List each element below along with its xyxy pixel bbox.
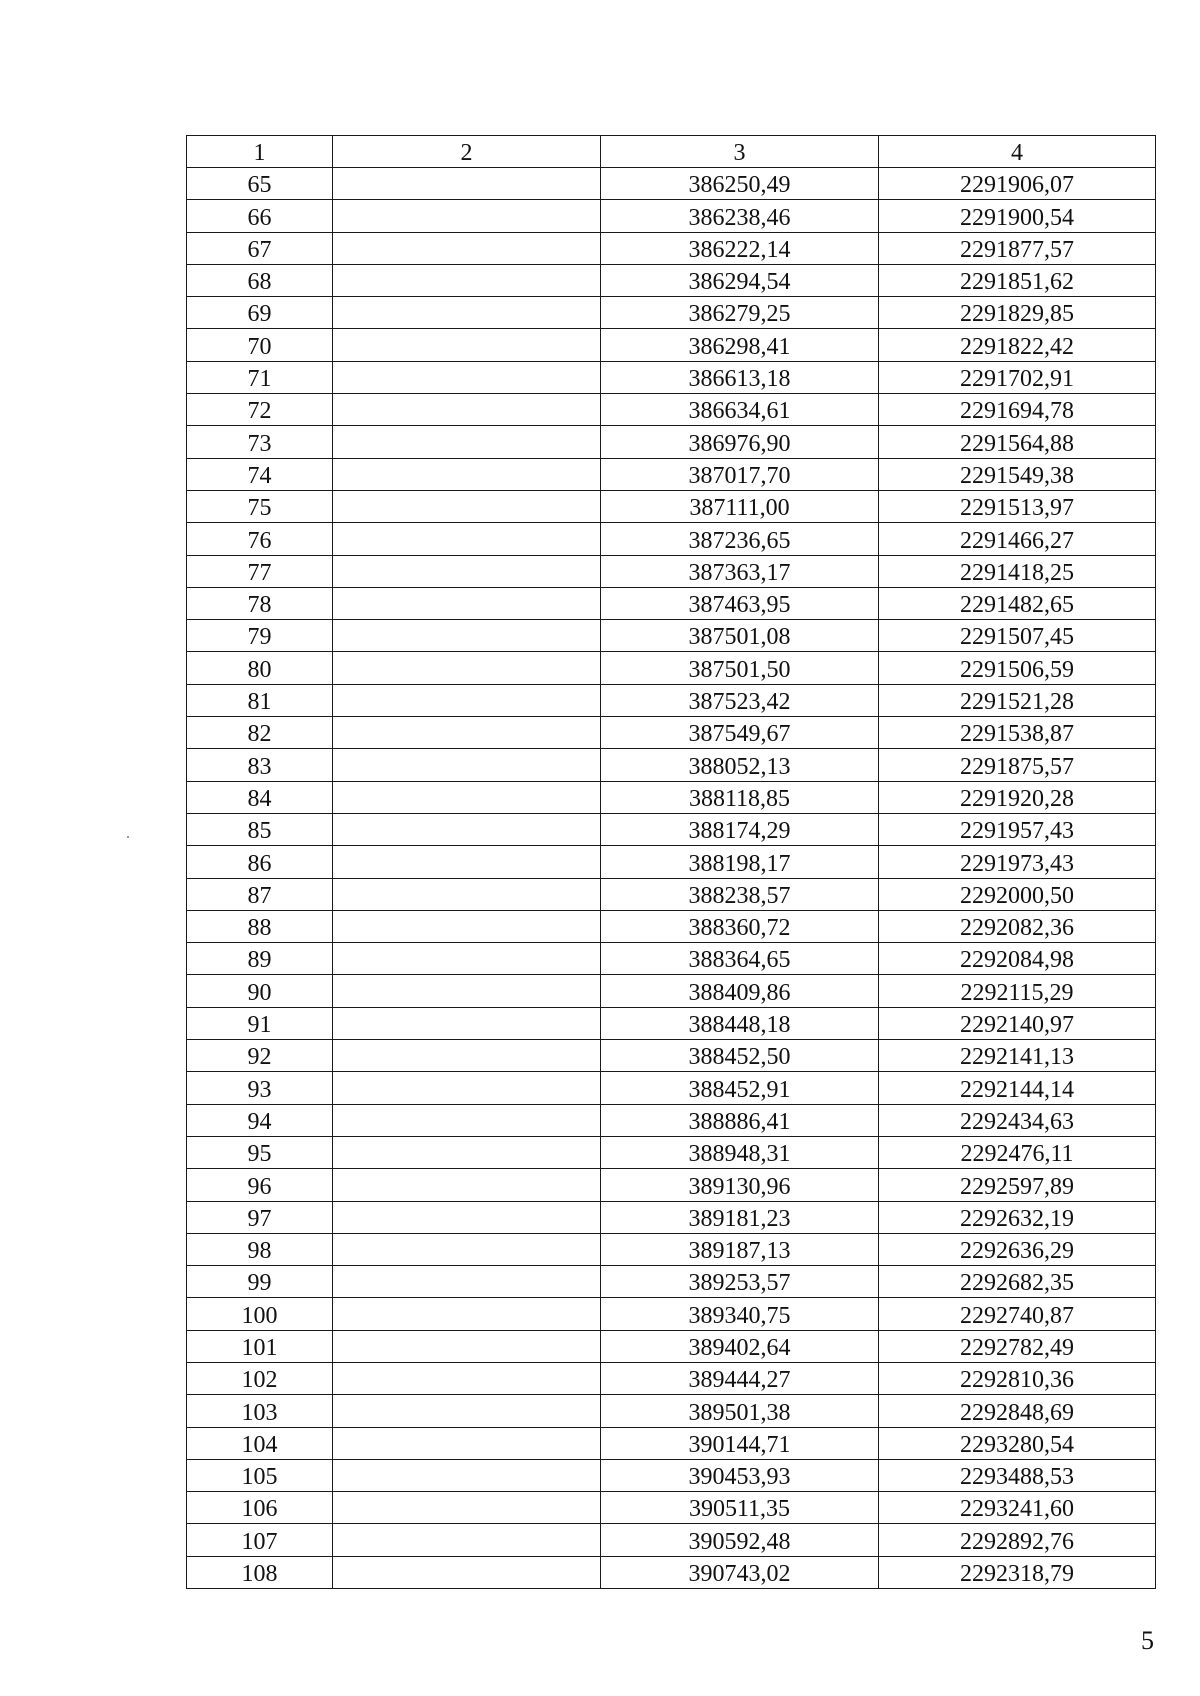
cell-x-coordinate: 387017,70 [601,458,879,490]
table-body [187,168,1156,1589]
cell-point-number: 83 [187,749,333,781]
cell-x-coordinate: 387549,67 [601,717,879,749]
cell-x-coordinate: 388452,91 [601,1072,879,1104]
cell-x-coordinate: 389187,13 [601,1233,879,1265]
cell-x-coordinate: 389130,96 [601,1169,879,1201]
cell-y-coordinate: 2291957,43 [879,813,1156,845]
cell-description [333,523,601,555]
cell-point-number: 100 [187,1298,333,1330]
header-row [187,136,1156,168]
cell-point-number: 77 [187,555,333,587]
cell-description [333,975,601,1007]
cell-point-number: 101 [187,1330,333,1362]
cell-point-number: 79 [187,620,333,652]
cell-point-number: 66 [187,200,333,232]
cell-description [333,1072,601,1104]
table-row [187,1169,1156,1201]
cell-point-number: 91 [187,1007,333,1039]
cell-x-coordinate: 387236,65 [601,523,879,555]
cell-x-coordinate: 388364,65 [601,943,879,975]
cell-x-coordinate: 386634,61 [601,394,879,426]
table-row [187,910,1156,942]
cell-point-number: 70 [187,329,333,361]
cell-x-coordinate: 388886,41 [601,1104,879,1136]
column-header-4: 4 [879,136,1156,168]
table-row [187,587,1156,619]
cell-y-coordinate: 2292682,35 [879,1266,1156,1298]
table-row [187,813,1156,845]
cell-x-coordinate: 387523,42 [601,684,879,716]
cell-x-coordinate: 389340,75 [601,1298,879,1330]
cell-y-coordinate: 2291507,45 [879,620,1156,652]
cell-point-number: 87 [187,878,333,910]
table-row [187,1266,1156,1298]
cell-description [333,1395,601,1427]
cell-description [333,717,601,749]
cell-description [333,910,601,942]
cell-point-number: 96 [187,1169,333,1201]
table-row [187,1136,1156,1168]
cell-point-number: 72 [187,394,333,426]
cell-y-coordinate: 2293488,53 [879,1459,1156,1491]
cell-description [333,1524,601,1556]
table-row [187,200,1156,232]
table-row [187,975,1156,1007]
table-row [187,490,1156,522]
cell-x-coordinate: 388118,85 [601,781,879,813]
cell-description [333,297,601,329]
cell-x-coordinate: 388948,31 [601,1136,879,1168]
cell-y-coordinate: 2291506,59 [879,652,1156,684]
cell-point-number: 67 [187,232,333,264]
cell-description [333,200,601,232]
cell-x-coordinate: 390453,93 [601,1459,879,1491]
cell-point-number: 90 [187,975,333,1007]
cell-y-coordinate: 2292848,69 [879,1395,1156,1427]
cell-x-coordinate: 386238,46 [601,200,879,232]
cell-x-coordinate: 388452,50 [601,1040,879,1072]
cell-x-coordinate: 386250,49 [601,168,879,200]
column-header-1: 1 [187,136,333,168]
cell-y-coordinate: 2292144,14 [879,1072,1156,1104]
cell-point-number: 88 [187,910,333,942]
cell-x-coordinate: 390144,71 [601,1427,879,1459]
table-row [187,1072,1156,1104]
cell-description [333,1330,601,1362]
cell-x-coordinate: 387363,17 [601,555,879,587]
cell-description [333,264,601,296]
cell-y-coordinate: 2291521,28 [879,684,1156,716]
cell-y-coordinate: 2291538,87 [879,717,1156,749]
cell-y-coordinate: 2291973,43 [879,846,1156,878]
table-row [187,394,1156,426]
cell-description [333,1492,601,1524]
cell-x-coordinate: 388238,57 [601,878,879,910]
cell-description [333,394,601,426]
cell-y-coordinate: 2293241,60 [879,1492,1156,1524]
cell-description [333,490,601,522]
table-row [187,846,1156,878]
table-row [187,555,1156,587]
cell-description [333,1362,601,1394]
cell-point-number: 73 [187,426,333,458]
cell-description [333,361,601,393]
cell-point-number: 99 [187,1266,333,1298]
cell-x-coordinate: 390592,48 [601,1524,879,1556]
table-row [187,1427,1156,1459]
cell-point-number: 78 [187,587,333,619]
table-row [187,458,1156,490]
scan-speck [127,836,129,838]
cell-description [333,1266,601,1298]
cell-y-coordinate: 2293280,54 [879,1427,1156,1459]
cell-description [333,846,601,878]
table-row [187,943,1156,975]
cell-y-coordinate: 2292632,19 [879,1201,1156,1233]
cell-x-coordinate: 389444,27 [601,1362,879,1394]
cell-y-coordinate: 2291829,85 [879,297,1156,329]
cell-point-number: 107 [187,1524,333,1556]
cell-y-coordinate: 2292115,29 [879,975,1156,1007]
cell-y-coordinate: 2292636,29 [879,1233,1156,1265]
cell-description [333,555,601,587]
cell-x-coordinate: 388174,29 [601,813,879,845]
cell-description [333,1169,601,1201]
cell-description [333,1233,601,1265]
cell-y-coordinate: 2291877,57 [879,232,1156,264]
table-row [187,1201,1156,1233]
cell-y-coordinate: 2291482,65 [879,587,1156,619]
cell-point-number: 108 [187,1556,333,1588]
cell-x-coordinate: 389181,23 [601,1201,879,1233]
table-row [187,361,1156,393]
cell-x-coordinate: 387463,95 [601,587,879,619]
table-row [187,232,1156,264]
cell-x-coordinate: 386298,41 [601,329,879,361]
coordinates-table [186,135,1156,1589]
cell-x-coordinate: 388198,17 [601,846,879,878]
cell-y-coordinate: 2291906,07 [879,168,1156,200]
cell-point-number: 86 [187,846,333,878]
cell-description [333,1201,601,1233]
table-row [187,620,1156,652]
cell-y-coordinate: 2292810,36 [879,1362,1156,1394]
cell-point-number: 105 [187,1459,333,1491]
cell-y-coordinate: 2292597,89 [879,1169,1156,1201]
table-row [187,1040,1156,1072]
table-row [187,1298,1156,1330]
table-row [187,168,1156,200]
table-row [187,426,1156,458]
cell-description [333,749,601,781]
cell-x-coordinate: 386613,18 [601,361,879,393]
cell-x-coordinate: 388409,86 [601,975,879,1007]
table-row [187,1459,1156,1491]
cell-point-number: 102 [187,1362,333,1394]
cell-point-number: 65 [187,168,333,200]
cell-y-coordinate: 2291513,97 [879,490,1156,522]
cell-y-coordinate: 2292434,63 [879,1104,1156,1136]
cell-point-number: 80 [187,652,333,684]
cell-description [333,232,601,264]
cell-description [333,168,601,200]
page-number: 5 [1141,1626,1154,1655]
table-row [187,1330,1156,1362]
cell-y-coordinate: 2291418,25 [879,555,1156,587]
table-row [187,717,1156,749]
cell-description [333,943,601,975]
table-row [187,264,1156,296]
cell-point-number: 76 [187,523,333,555]
cell-x-coordinate: 388052,13 [601,749,879,781]
cell-description [333,813,601,845]
table-row [187,749,1156,781]
cell-y-coordinate: 2291920,28 [879,781,1156,813]
cell-x-coordinate: 389253,57 [601,1266,879,1298]
cell-point-number: 104 [187,1427,333,1459]
cell-point-number: 82 [187,717,333,749]
cell-description [333,587,601,619]
cell-x-coordinate: 387501,50 [601,652,879,684]
cell-description [333,781,601,813]
cell-y-coordinate: 2292476,11 [879,1136,1156,1168]
cell-y-coordinate: 2291549,38 [879,458,1156,490]
cell-description [333,1427,601,1459]
cell-point-number: 84 [187,781,333,813]
cell-x-coordinate: 390511,35 [601,1492,879,1524]
cell-x-coordinate: 388360,72 [601,910,879,942]
cell-description [333,620,601,652]
cell-point-number: 92 [187,1040,333,1072]
cell-y-coordinate: 2291875,57 [879,749,1156,781]
cell-point-number: 106 [187,1492,333,1524]
cell-description [333,426,601,458]
cell-point-number: 74 [187,458,333,490]
table-row [187,652,1156,684]
cell-x-coordinate: 386294,54 [601,264,879,296]
cell-description [333,1459,601,1491]
cell-y-coordinate: 2292892,76 [879,1524,1156,1556]
cell-y-coordinate: 2292000,50 [879,878,1156,910]
table-header [187,136,1156,168]
table-row [187,1104,1156,1136]
cell-y-coordinate: 2291702,91 [879,361,1156,393]
cell-x-coordinate: 386279,25 [601,297,879,329]
cell-description [333,878,601,910]
table-row [187,1362,1156,1394]
cell-y-coordinate: 2291466,27 [879,523,1156,555]
cell-point-number: 94 [187,1104,333,1136]
cell-x-coordinate: 386222,14 [601,232,879,264]
cell-description [333,652,601,684]
cell-point-number: 71 [187,361,333,393]
cell-y-coordinate: 2292318,79 [879,1556,1156,1588]
cell-y-coordinate: 2292740,87 [879,1298,1156,1330]
cell-point-number: 89 [187,943,333,975]
cell-point-number: 81 [187,684,333,716]
table-row [187,1524,1156,1556]
table-row [187,297,1156,329]
cell-point-number: 69 [187,297,333,329]
cell-x-coordinate: 390743,02 [601,1556,879,1588]
cell-y-coordinate: 2291564,88 [879,426,1156,458]
cell-y-coordinate: 2291822,42 [879,329,1156,361]
cell-description [333,684,601,716]
cell-x-coordinate: 386976,90 [601,426,879,458]
cell-point-number: 68 [187,264,333,296]
cell-point-number: 97 [187,1201,333,1233]
cell-description [333,1556,601,1588]
cell-point-number: 98 [187,1233,333,1265]
cell-y-coordinate: 2292782,49 [879,1330,1156,1362]
cell-y-coordinate: 2292141,13 [879,1040,1156,1072]
table-row [187,523,1156,555]
cell-description [333,1040,601,1072]
table-row [187,1556,1156,1588]
cell-x-coordinate: 389402,64 [601,1330,879,1362]
cell-x-coordinate: 387111,00 [601,490,879,522]
cell-description [333,329,601,361]
table-row [187,1007,1156,1039]
cell-x-coordinate: 387501,08 [601,620,879,652]
table-row [187,684,1156,716]
cell-y-coordinate: 2292140,97 [879,1007,1156,1039]
cell-description [333,458,601,490]
cell-point-number: 75 [187,490,333,522]
cell-y-coordinate: 2292084,98 [879,943,1156,975]
cell-y-coordinate: 2291851,62 [879,264,1156,296]
cell-point-number: 95 [187,1136,333,1168]
cell-y-coordinate: 2291900,54 [879,200,1156,232]
cell-point-number: 103 [187,1395,333,1427]
table-row [187,781,1156,813]
column-header-2: 2 [333,136,601,168]
table-row [187,878,1156,910]
table-row [187,1492,1156,1524]
table-row [187,1233,1156,1265]
cell-point-number: 93 [187,1072,333,1104]
column-header-3: 3 [601,136,879,168]
cell-description [333,1298,601,1330]
cell-description [333,1136,601,1168]
cell-y-coordinate: 2292082,36 [879,910,1156,942]
cell-y-coordinate: 2291694,78 [879,394,1156,426]
cell-x-coordinate: 389501,38 [601,1395,879,1427]
table-row [187,1395,1156,1427]
cell-x-coordinate: 388448,18 [601,1007,879,1039]
cell-description [333,1104,601,1136]
table-row [187,329,1156,361]
cell-description [333,1007,601,1039]
cell-point-number: 85 [187,813,333,845]
